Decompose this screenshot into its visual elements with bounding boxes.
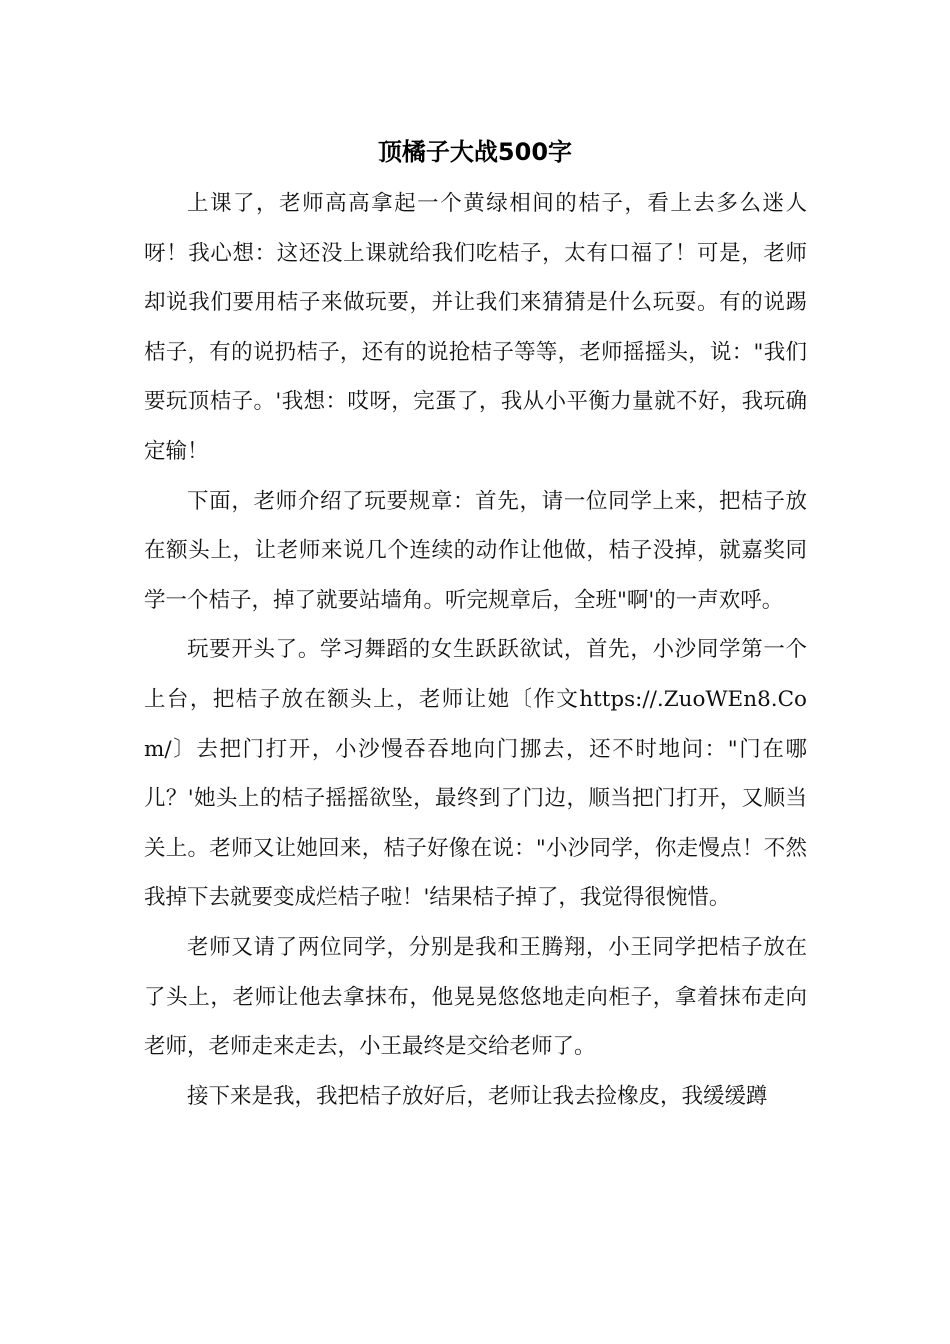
paragraph: 老师又请了两位同学，分别是我和王腾翔，小王同学把桔子放在了头上，老师让他去拿抹布，他晃晃悠悠地走向柜子，拿着抹布走向老师，老师走来走去，小王最终是交给老师了。 — [144, 934, 807, 1060]
document-title: 顶橘子大战500字 — [377, 138, 573, 166]
paragraph: 上课了，老师高高拿起一个黄绿相间的桔子，看上去多么迷人呀！我心想：这还没上课就给我们吃桔子，太有口福了！可是，老师却说我们要用桔子来做玩要，并让我们来猜猜是什么玩耍。有的说踢桔子，有的说扔桔子，还有的说抢桔子等等，老师摇摇头，说："我们要玩顶桔子。'我想：哎呀，完蛋了，我从小平衡力量就不好，我玩确定输！ — [144, 191, 807, 464]
document-body — [144, 179, 807, 1121]
paragraph: 接下来是我，我把桔子放好后，老师让我去捡橡皮，我缓缓蹲 — [187, 1083, 768, 1109]
paragraph: 玩要开头了。学习舞蹈的女生跃跃欲试，首先，小沙同学第一个上台，把桔子放在额头上，老师让她〔作文https://.ZuoWEn8.Com/〕去把门打开，小沙慢吞吞地向门挪去，还不时地问："门在哪儿？'她头上的桔子摇摇欲坠，最终到了门边，顺当把门打开，又顺当关上。老师又让她回来，桔子好像在说："小沙同学，你走慢点！不然我掉下去就要变成烂桔子啦！'结果桔子掉了，我觉得很惋惜。 — [144, 637, 807, 911]
paragraph: 下面，老师介绍了玩要规章：首先，请一位同学上来，把桔子放在额头上，让老师来说几个连续的动作让他做，桔子没掉，就嘉奖同学一个桔子，掉了就要站墙角。听完规章后，全班"啊'的一声欢呼。 — [144, 488, 807, 613]
